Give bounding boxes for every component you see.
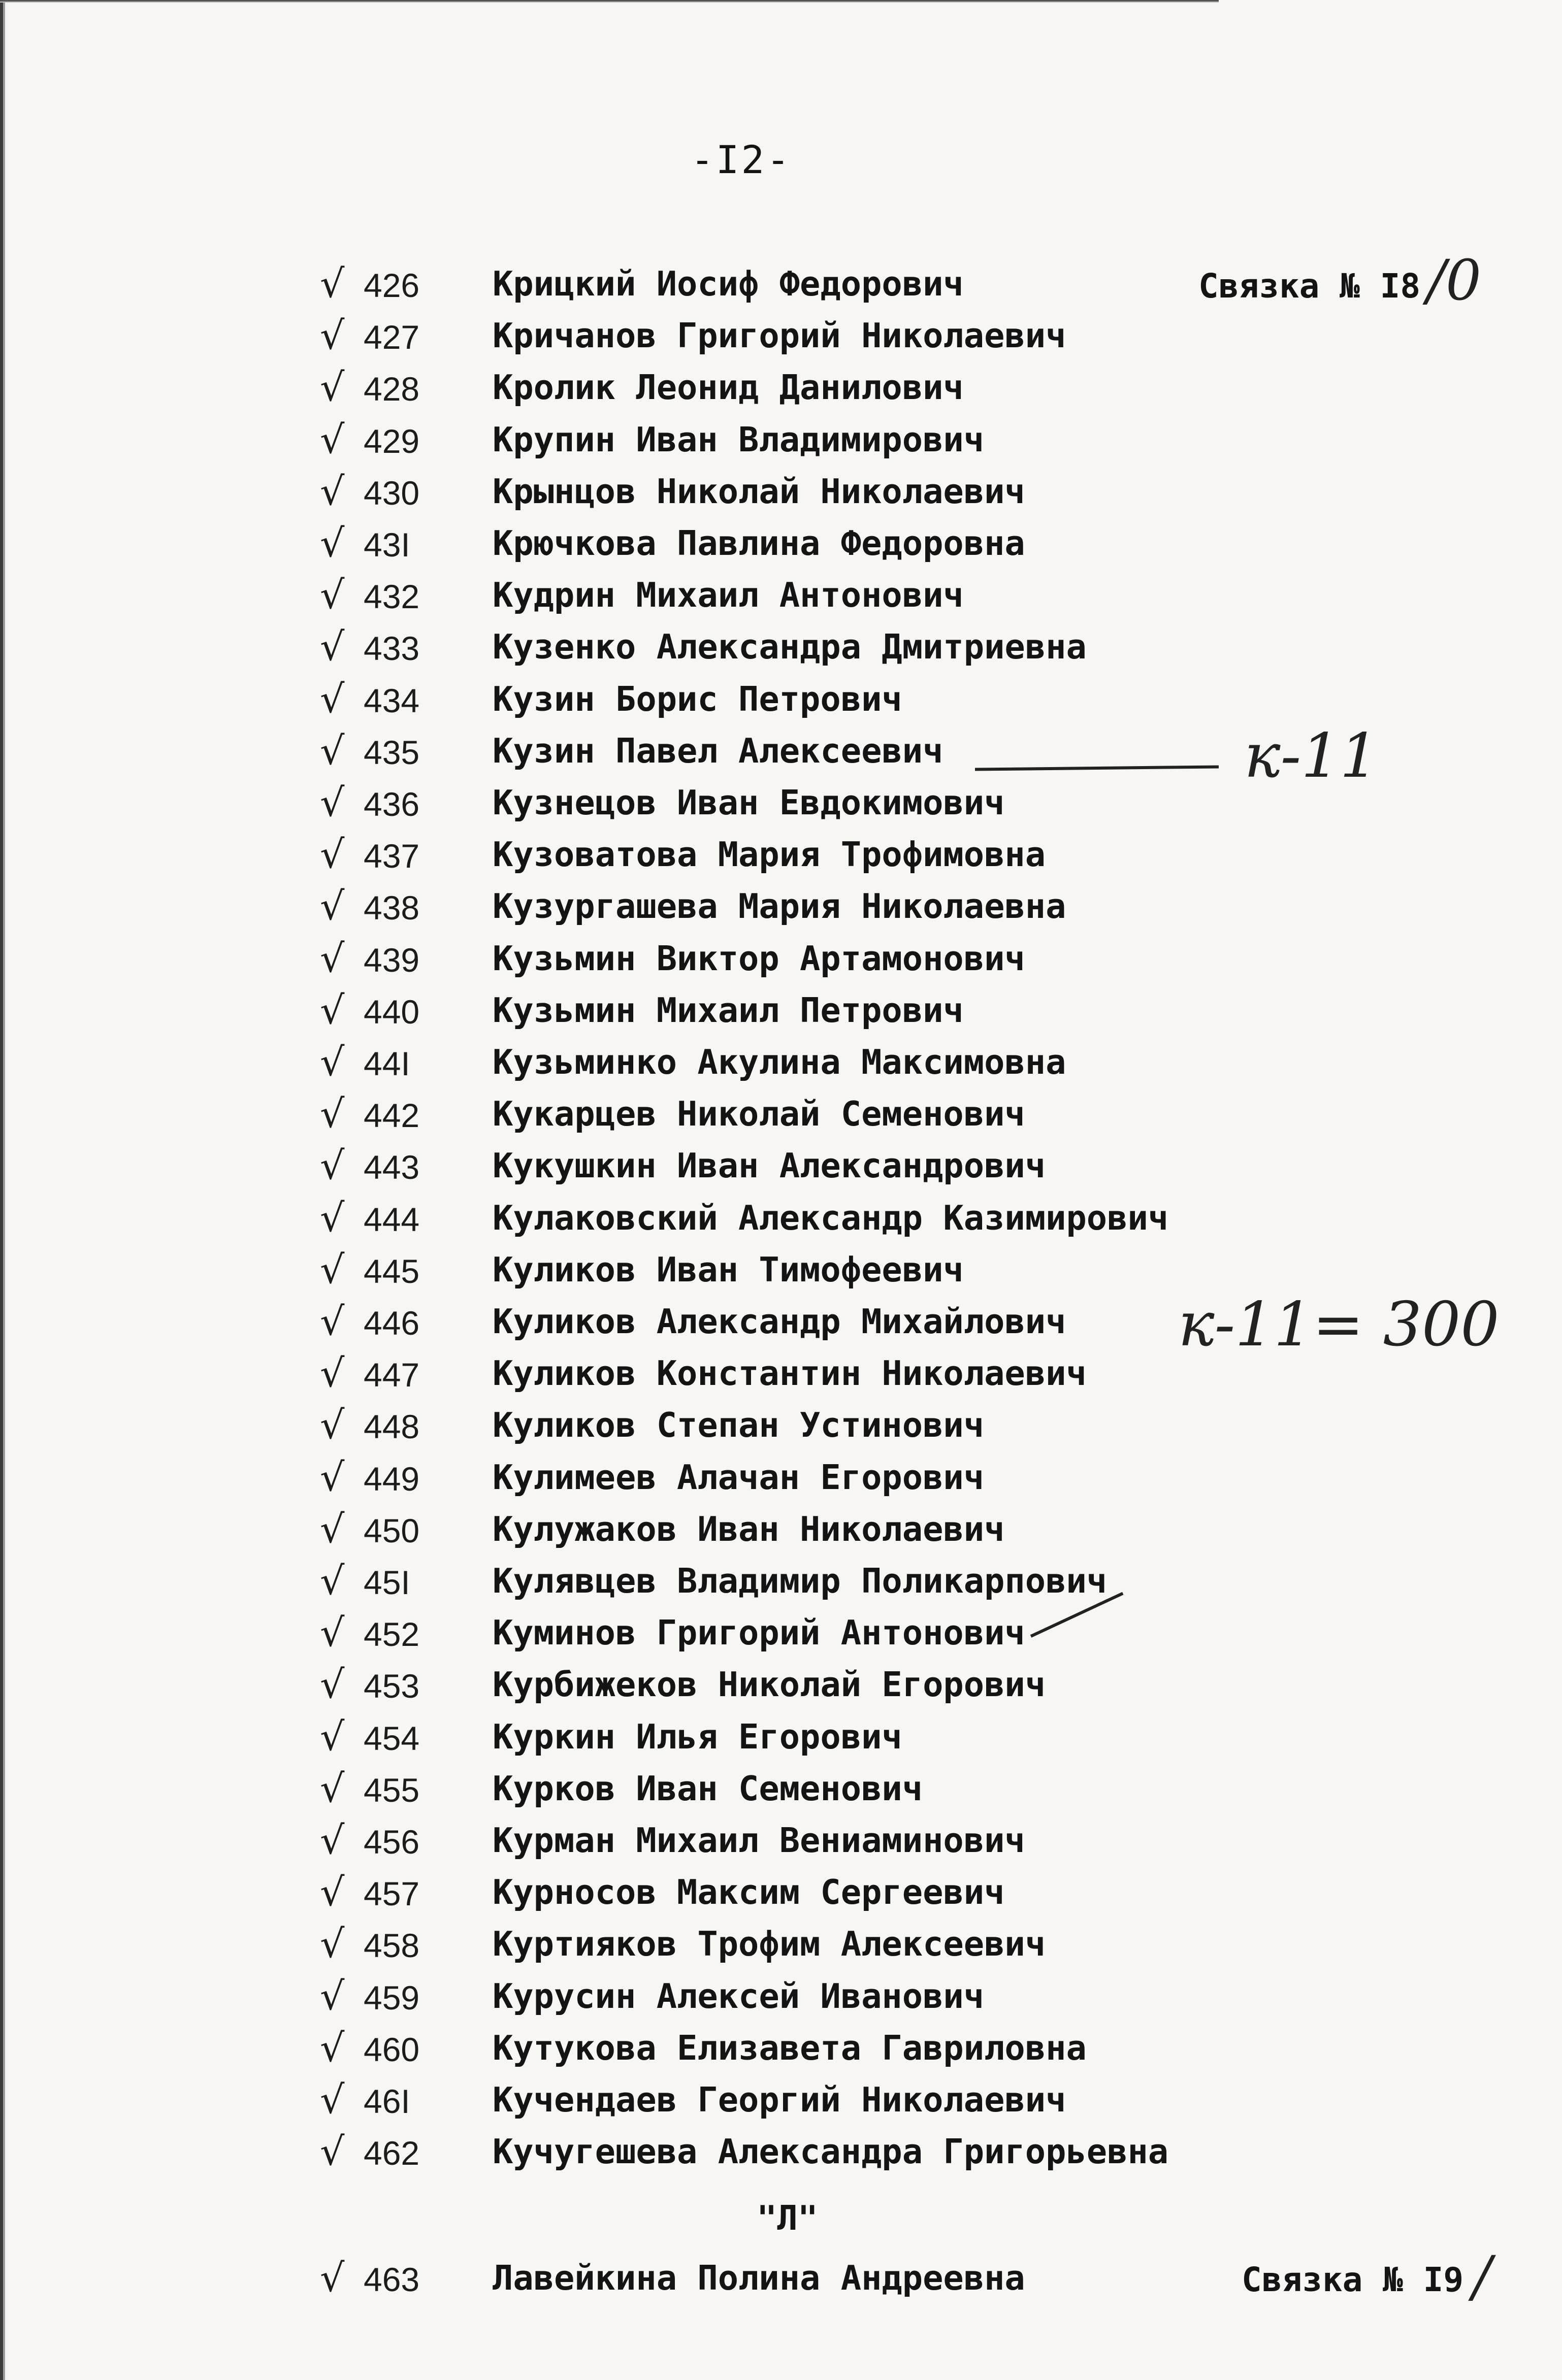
check-mark-icon: √: [320, 1921, 345, 1966]
entry-number: 452: [364, 1615, 420, 1653]
bundle-label-top: Связка № I8: [1198, 267, 1421, 306]
entry-number: 439: [364, 941, 420, 979]
list-item: [0, 1245, 1562, 1296]
check-mark-icon: √: [320, 313, 345, 358]
entry-number: 432: [364, 578, 420, 615]
handwritten-note-2: к-11= 300: [1178, 1290, 1500, 1360]
handwritten-note-1: к-11: [1244, 721, 1379, 791]
check-mark-icon: √: [320, 1455, 345, 1500]
check-mark-icon: √: [320, 1247, 345, 1292]
list-item: [0, 1867, 1562, 1918]
entry-number: 458: [364, 1927, 420, 1964]
list-item: [0, 1193, 1562, 1244]
entry-name: Кучугешева Александра Григорьевна: [493, 2132, 1169, 2171]
list-item: [0, 726, 1562, 777]
check-mark-icon: √: [320, 1039, 345, 1084]
entry-name: Курков Иван Семенович: [493, 1769, 923, 1808]
entry-number: 442: [364, 1097, 420, 1134]
check-mark-icon: √: [320, 261, 345, 306]
check-mark-icon: √: [320, 1506, 345, 1551]
entry-number: 454: [364, 1720, 420, 1757]
list-item: [0, 259, 1562, 310]
page-top-edge: [0, 0, 1219, 4]
check-mark-icon: √: [320, 2129, 345, 2174]
check-mark-icon: √: [320, 469, 345, 514]
entry-number: 453: [364, 1667, 420, 1705]
list-item: [0, 1660, 1562, 1710]
entry-number: 44I: [364, 1045, 410, 1082]
check-mark-icon: √: [320, 572, 345, 617]
bundle-bottom-handwritten: /: [1473, 2244, 1492, 2309]
entry-name: Кузенко Александра Дмитриевна: [493, 627, 1087, 667]
list-item: [0, 2127, 1562, 2177]
entry-name: Курносов Максим Сергеевич: [493, 1872, 1005, 1912]
check-mark-icon: √: [320, 2255, 345, 2300]
check-mark-icon: √: [320, 676, 345, 721]
entry-number: 455: [364, 1771, 420, 1809]
entry-name: Кузьмин Виктор Артамонович: [493, 939, 1025, 978]
check-mark-icon: √: [320, 2077, 345, 2122]
entry-name: Крицкий Иосиф Федорович: [493, 264, 964, 304]
check-mark-icon: √: [320, 1714, 345, 1759]
entry-number: 429: [364, 422, 420, 460]
entry-number: 430: [364, 474, 420, 512]
list-item: [0, 1089, 1562, 1140]
entry-number: 427: [364, 318, 420, 356]
entry-name: Кукушкин Иван Александрович: [493, 1146, 1046, 1185]
check-mark-icon: √: [320, 365, 345, 410]
list-item: [0, 362, 1562, 413]
entry-name: Кузьминко Акулина Максимовна: [493, 1042, 1066, 1082]
entry-number: 462: [364, 2134, 420, 2172]
entry-name: Курусин Алексей Иванович: [493, 1976, 985, 2016]
check-mark-icon: √: [320, 1091, 345, 1136]
entry-name: Куликов Иван Тимофеевич: [493, 1250, 964, 1290]
list-item: [0, 1971, 1562, 2022]
section-letter: "Л": [757, 2198, 819, 2238]
entry-name: Кулужаков Иван Николаевич: [493, 1509, 1005, 1549]
entry-name: Кукарцев Николай Семенович: [493, 1094, 1025, 1134]
entry-name: Куликов Константин Николаевич: [493, 1353, 1087, 1393]
page-number: -I2-: [691, 137, 792, 182]
entry-number: 447: [364, 1356, 420, 1394]
check-mark-icon: √: [320, 2025, 345, 2070]
check-mark-icon: √: [320, 780, 345, 825]
check-mark-icon: √: [320, 1869, 345, 1914]
entry-name: Куликов Степан Устинович: [493, 1405, 985, 1445]
entry-name: Курбижеков Николай Егорович: [493, 1665, 1046, 1704]
entry-number: 460: [364, 2031, 420, 2068]
list-item: [0, 2023, 1562, 2074]
entry-number: 459: [364, 1979, 420, 2017]
entry-number: 440: [364, 993, 420, 1031]
entry-number: 43I: [364, 526, 410, 564]
entry-number: 456: [364, 1823, 420, 1861]
entry-number: 45I: [364, 1564, 410, 1601]
check-mark-icon: √: [320, 1973, 345, 2019]
list-item: [0, 518, 1562, 569]
entry-name: Кулимеев Алачан Егорович: [493, 1458, 985, 1497]
list-item: [0, 1815, 1562, 1866]
entry-number: 426: [364, 267, 420, 304]
entry-number: 445: [364, 1252, 420, 1290]
entry-name: Кузургашева Мария Николаевна: [493, 886, 1066, 926]
entry-name: Кузьмин Михаил Петрович: [493, 990, 964, 1030]
list-item: [0, 1712, 1562, 1763]
list-item: [0, 1608, 1562, 1659]
entry-name: Куминов Григорий Антонович: [493, 1613, 1025, 1652]
entry-name: Кузнецов Иван Евдокимович: [493, 783, 1005, 822]
list-item: [0, 1452, 1562, 1503]
list-item: [0, 1400, 1562, 1451]
entry-name: Крючкова Павлина Федоровна: [493, 523, 1025, 563]
bundle-top-handwritten: /0: [1427, 248, 1482, 313]
entry-number: 448: [364, 1408, 420, 1445]
entry-number: 428: [364, 370, 420, 408]
list-item: [0, 1037, 1562, 1088]
list-item: [0, 1556, 1562, 1607]
list-item: [0, 1764, 1562, 1814]
list-item: [0, 467, 1562, 517]
check-mark-icon: √: [320, 1766, 345, 1811]
entry-number: 434: [364, 682, 420, 719]
entry-name: Кузин Павел Алексеевич: [493, 731, 943, 771]
entry-number: 449: [364, 1460, 420, 1498]
list-item: [0, 1504, 1562, 1555]
entry-number: 446: [364, 1304, 420, 1342]
entry-name: Кучендаев Георгий Николаевич: [493, 2080, 1066, 2120]
entry-name: Кулаковский Александр Казимирович: [493, 1198, 1169, 1238]
check-mark-icon: √: [320, 417, 345, 462]
list-item: [0, 1141, 1562, 1192]
check-mark-icon: √: [320, 728, 345, 773]
entry-name: Куртияков Трофим Алексеевич: [493, 1924, 1046, 1964]
list-item: [0, 1919, 1562, 1970]
check-mark-icon: √: [320, 1195, 345, 1240]
entry-name: Крынцов Николай Николаевич: [493, 472, 1025, 511]
check-mark-icon: √: [320, 1143, 345, 1188]
check-mark-icon: √: [320, 832, 345, 877]
entry-name: Кутукова Елизавета Гавриловна: [493, 2028, 1087, 2068]
entry-number: 46I: [364, 2082, 410, 2120]
check-mark-icon: √: [320, 1350, 345, 1396]
entry-number: 433: [364, 630, 420, 667]
check-mark-icon: √: [320, 1662, 345, 1707]
list-item: [0, 830, 1562, 880]
entry-name: Кролик Леонид Данилович: [493, 368, 964, 407]
entry-name: Кудрин Михаил Антонович: [493, 575, 964, 615]
entry-number: 435: [364, 734, 420, 771]
list-item: [0, 311, 1562, 361]
check-mark-icon: √: [320, 1817, 345, 1863]
check-mark-icon: √: [320, 1610, 345, 1655]
bundle-label-bottom: Связка № I9: [1242, 2260, 1464, 2299]
entry-name: Курман Михаил Вениаминович: [493, 1821, 1025, 1860]
entry-name: Кузин Борис Петрович: [493, 679, 902, 719]
entry-name: Кричанов Григорий Николаевич: [493, 316, 1066, 355]
entry-number: 438: [364, 889, 420, 927]
list-item: [0, 985, 1562, 1036]
check-mark-icon: √: [320, 1558, 345, 1603]
list-item: [0, 881, 1562, 932]
check-mark-icon: √: [320, 520, 345, 566]
list-item: [0, 1348, 1562, 1399]
entry-number: 444: [364, 1201, 420, 1238]
list-item: [0, 778, 1562, 829]
entry-name: Лавейкина Полина Андреевна: [493, 2258, 1025, 2298]
entry-name: Кулявцев Владимир Поликарпович: [493, 1561, 1108, 1601]
check-mark-icon: √: [320, 936, 345, 981]
entry-number: 463: [364, 2261, 420, 2298]
entry-name: Куркин Илья Егорович: [493, 1717, 902, 1757]
check-mark-icon: √: [320, 1299, 345, 1344]
check-mark-icon: √: [320, 624, 345, 669]
entry-number: 437: [364, 837, 420, 875]
entry-number: 457: [364, 1875, 420, 1912]
list-item: [0, 674, 1562, 725]
list-item: [0, 415, 1562, 466]
entry-name: Куликов Александр Михайлович: [493, 1302, 1066, 1341]
check-mark-icon: √: [320, 1402, 345, 1447]
entry-number: 450: [364, 1512, 420, 1549]
list-item: [0, 2075, 1562, 2126]
list-item: [0, 570, 1562, 621]
entry-number: 436: [364, 785, 420, 823]
list-item: [0, 934, 1562, 984]
entry-name: Крупин Иван Владимирович: [493, 420, 985, 459]
list-item: [0, 1297, 1562, 1347]
check-mark-icon: √: [320, 883, 345, 929]
entry-name: Кузоватова Мария Трофимовна: [493, 835, 1046, 874]
list-item: [0, 622, 1562, 673]
check-mark-icon: √: [320, 987, 345, 1033]
entry-number: 443: [364, 1148, 420, 1186]
